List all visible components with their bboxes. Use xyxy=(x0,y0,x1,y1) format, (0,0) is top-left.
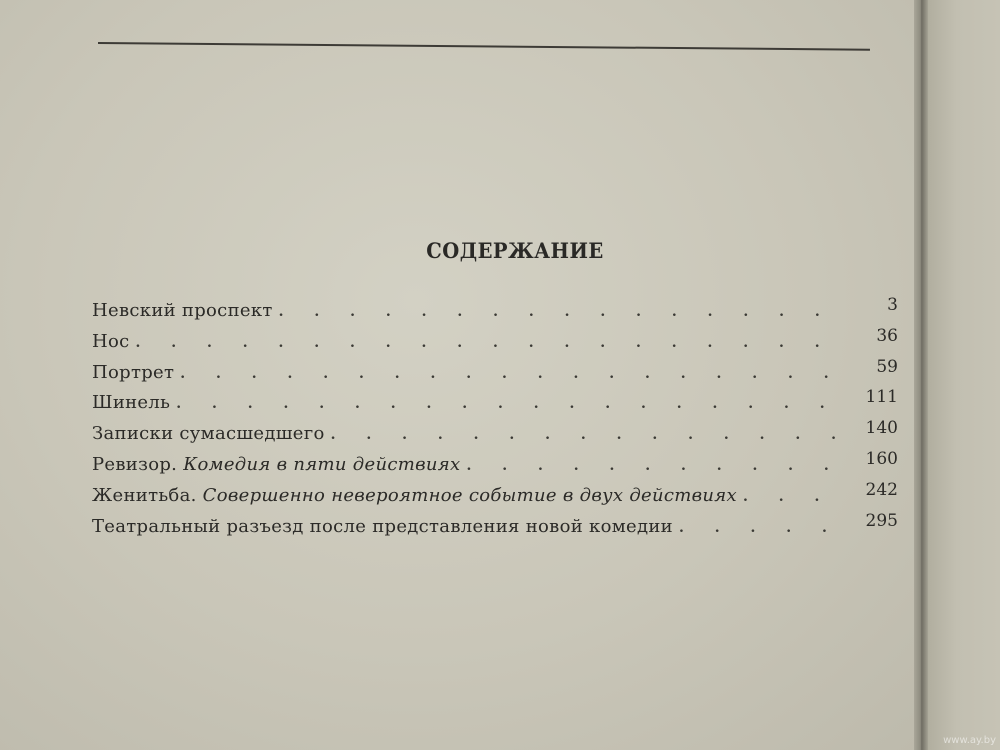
toc-entry xyxy=(92,327,898,358)
toc-entry-title: Ревизор. Комедия в пяти действиях xyxy=(92,453,461,475)
toc-page-number: 242 xyxy=(865,479,898,500)
dot-leader xyxy=(743,482,842,513)
header-rule xyxy=(98,42,870,51)
toc-page-number: 111 xyxy=(865,387,898,408)
site-watermark: www.ay.by xyxy=(943,735,996,746)
toc-entry-title: Портрет xyxy=(92,361,175,383)
toc-entry-title: Театральный разъезд после представления новой комедии xyxy=(92,515,673,537)
toc-page-number: 160 xyxy=(865,448,898,469)
toc-page-number: 36 xyxy=(876,325,898,346)
dot-leader xyxy=(279,297,842,328)
toc-page-number: 59 xyxy=(876,356,898,377)
dot-leader xyxy=(136,328,842,359)
toc-entry xyxy=(92,358,898,389)
dot-leader xyxy=(331,420,842,451)
dot-leader xyxy=(180,359,842,390)
toc-entry-title: Записки сумасшедшего xyxy=(92,423,325,445)
toc-entry xyxy=(92,419,898,450)
toc-entry-title: Невский проспект xyxy=(92,300,273,321)
toc-page-number: 140 xyxy=(865,418,898,439)
toc-entry xyxy=(92,296,898,327)
toc-entry-title: Женитьба. Совершенно невероятное событие в двух действиях xyxy=(92,484,737,506)
background-surface xyxy=(928,0,1000,750)
table-of-contents xyxy=(92,296,898,542)
page-edge xyxy=(914,0,928,750)
toc-entry-title: Шинель xyxy=(92,392,171,414)
dot-leader xyxy=(679,513,842,544)
dot-leader xyxy=(176,389,842,420)
toc-entry xyxy=(92,450,898,481)
toc-page-number: 295 xyxy=(865,510,898,531)
toc-page-number: 3 xyxy=(887,295,898,315)
toc-entry-title: Нос xyxy=(92,330,130,352)
dot-leader xyxy=(466,451,842,482)
contents-heading: СОДЕРЖАНИЕ xyxy=(426,238,604,263)
toc-entry-subtitle: Совершенно невероятное событие в двух действиях xyxy=(202,484,737,506)
toc-entry xyxy=(92,388,898,419)
toc-entry xyxy=(92,481,898,512)
toc-entry-subtitle: Комедия в пяти действиях xyxy=(183,453,461,475)
toc-entry xyxy=(92,512,898,543)
